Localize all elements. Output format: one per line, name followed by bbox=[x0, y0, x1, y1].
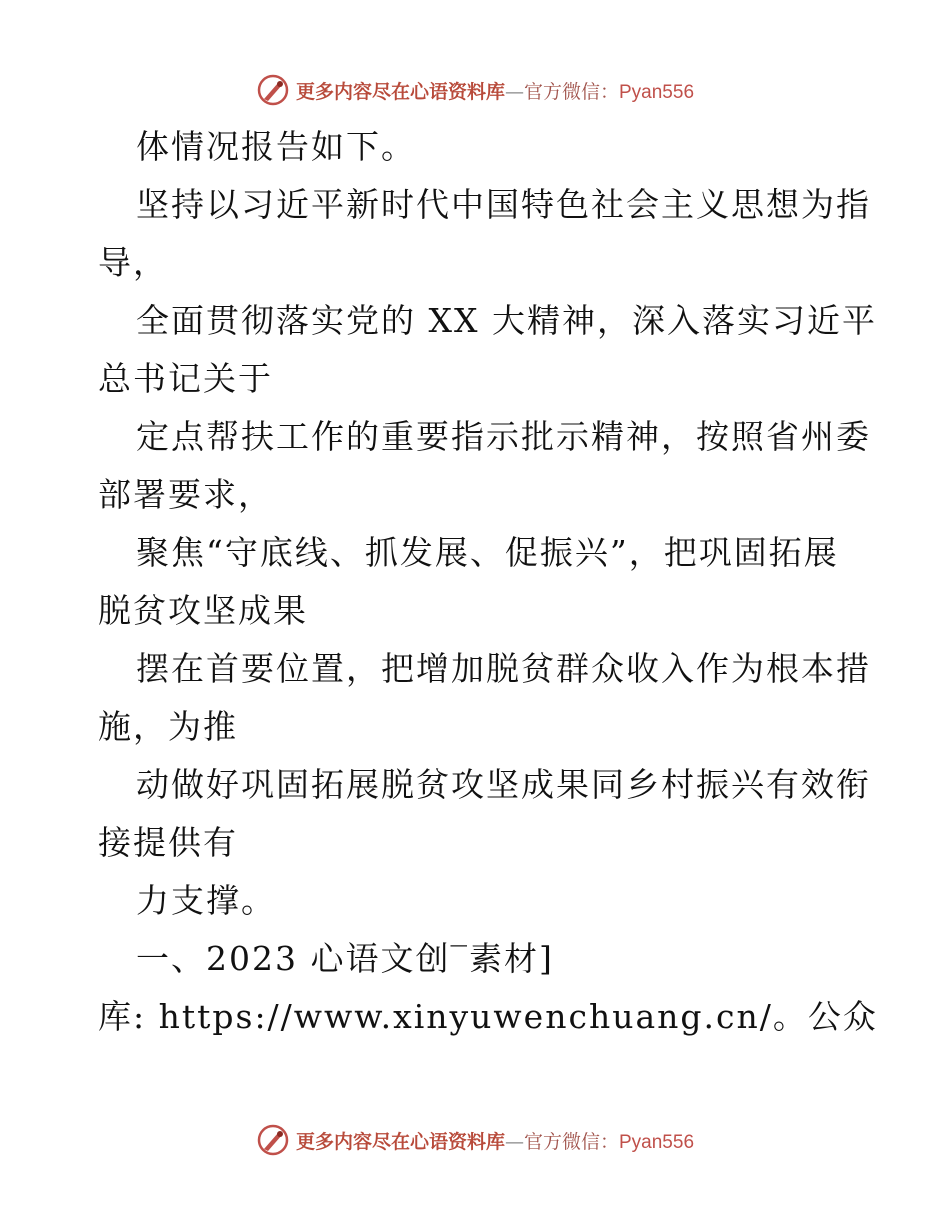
body-line: 力支撑。 bbox=[136, 881, 276, 920]
body-line: 定点帮扶工作的重要指示批示精神，按照省州委 bbox=[136, 417, 871, 456]
document-body bbox=[98, 118, 878, 1046]
footer-separator: — bbox=[504, 1130, 524, 1153]
body-line: 部署要求， bbox=[98, 475, 273, 514]
footer-title: 更多内容尽在心语资料库 bbox=[295, 1130, 505, 1153]
body-line: 坚持以习近平新时代中国特色社会主义思想为指 bbox=[136, 185, 871, 224]
body-line: 聚焦“守底线、抓发展、促振兴”，把巩固拓展 bbox=[136, 533, 839, 572]
footer-banner bbox=[0, 1120, 950, 1160]
header-title: 更多内容尽在心语资料库 bbox=[295, 80, 505, 103]
body-line: 一、2023 心语文创‾素材] bbox=[136, 939, 554, 978]
header-banner-text bbox=[296, 77, 694, 104]
body-line: 动做好巩固拓展脱贫攻坚成果同乡村振兴有效衔 bbox=[136, 765, 871, 804]
footer-wechat-id: Pyan556 bbox=[619, 1131, 695, 1153]
body-line: 导， bbox=[98, 243, 168, 282]
body-line: 施，为推 bbox=[98, 707, 238, 746]
header-separator: — bbox=[504, 80, 524, 103]
header-banner bbox=[0, 70, 950, 110]
body-line: 总书记关于 bbox=[98, 359, 273, 398]
body-line: 全面贯彻落实党的 XX 大精神，深入落实习近平 bbox=[136, 301, 877, 340]
body-line: 体情况报告如下。 bbox=[136, 127, 416, 166]
header-wechat-id: Pyan556 bbox=[619, 81, 695, 103]
pen-logo-icon bbox=[256, 73, 290, 107]
body-line: 接提供有 bbox=[98, 823, 238, 862]
header-wechat-label: 官方微信： bbox=[523, 80, 619, 103]
body-line: 摆在首要位置，把增加脱贫群众收入作为根本措 bbox=[136, 649, 871, 688]
pen-logo-icon bbox=[256, 1123, 290, 1157]
footer-wechat-label: 官方微信： bbox=[523, 1130, 619, 1153]
footer-banner-text bbox=[296, 1127, 694, 1154]
body-line: 脱贫攻坚成果 bbox=[98, 591, 308, 630]
body-line: 库: https://www.xinyuwenchuang.cn/。公众 bbox=[98, 997, 878, 1036]
